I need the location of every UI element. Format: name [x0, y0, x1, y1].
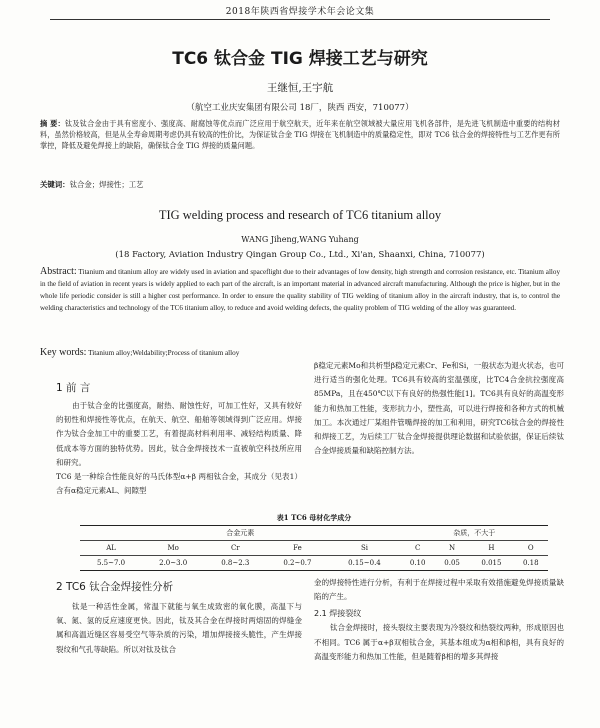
section-1-body-left: [56, 399, 302, 498]
table-header-row: [80, 541, 548, 556]
table-column-header: AL: [80, 541, 142, 556]
title-chinese: TC6 钛合金 TIG 焊接工艺与研究: [172, 49, 428, 69]
table-caption: 表1 TC6 母材化学成分: [276, 513, 352, 522]
paragraph: 钛是一种活性金属，常温下就能与氧生成致密的氧化膜，高温下与氧、氮、氢的反应速度更快。因此，钛及其合金在焊接时两熔固的焊缝金属和高温近缝区容易受空气等杂质的污染，增加焊接接头脆性，产生焊接裂纹和气孔等缺陷。所以对钛及钛合: [56, 602, 302, 654]
section-2-body-left: [56, 600, 302, 657]
section-1-body-right: [314, 359, 564, 458]
table-cell: 5.5~7.0: [80, 556, 142, 571]
keywords-english: [40, 347, 560, 358]
table-column-header: Cr: [204, 541, 266, 556]
authors-chinese: 王继恒,王宇航: [266, 82, 334, 94]
section-2-left-column: [56, 579, 302, 657]
table-cell: 0.015: [469, 556, 513, 571]
table: [80, 525, 548, 571]
running-header: 2018年陕西省焊接学术年会论文集: [50, 4, 550, 20]
abstract-label-cn: 摘 要：: [40, 119, 65, 128]
keywords-label-en: Key words:: [40, 347, 87, 358]
paragraph: TC6 是一种综合性能良好的马氏体型α+β 两相钛合金，其成分（见表1）含有α稳定元素AL、间隙型: [56, 472, 302, 496]
keywords-label-cn: 关键词：: [40, 180, 70, 189]
table-column-header: N: [435, 541, 469, 556]
paragraph: 由于钛合金的比强度高，耐热、耐蚀性好，可加工性好，又具有较好的韧性和焊接性等优点，在航天、航空、船舶等领域得到广泛应用。焊接作为钛合金加工中的重要工艺，有着提高材料利用率、减轻结构质量、降低成本等方面的独特优势。因此，钛合金焊接技术一直被航空科技所应用和研究。: [56, 401, 302, 467]
table-row: [80, 556, 548, 571]
table-cell: 0.2~0.7: [266, 556, 328, 571]
keywords-text-cn: 钛合金；焊接性；工艺: [69, 180, 144, 189]
table-cell: 0.15~0.4: [329, 556, 401, 571]
table-column-header: Mo: [142, 541, 204, 556]
section-1-left-column: [56, 380, 302, 498]
table-column-header: C: [400, 541, 434, 556]
section-1-right-column: [314, 359, 564, 458]
affiliation-english: (18 Factory, Aviation Industry Qingan Group Co., Ltd., Xi'an, Shaanxi, China, 710077): [115, 250, 485, 260]
paragraph: 金的焊接特性进行分析，有利于在焊接过程中采取有效措施避免焊接质量缺陷的产生。: [314, 578, 564, 602]
table-column-header: Si: [329, 541, 401, 556]
table-cell: 0.10: [400, 556, 434, 571]
table-group-header: 杂质，不大于: [453, 529, 496, 537]
keywords-chinese: [40, 179, 560, 190]
composition-table: [80, 513, 548, 571]
subsection-2-1-body: [314, 621, 564, 664]
authors-english: WANG Jiheng,WANG Yuhang: [241, 235, 359, 244]
paragraph: 钛合金焊接时，接头裂纹主要表现为冷裂纹和热裂纹两种，形成原因也不相同。TC6 属于α+β双相钛合金，其基本组成为α相和β相，具有良好的高温变形能力和热加工性能，但是随着β相的增多其焊接: [314, 623, 564, 661]
abstract-text-en: Titanium and titanium alloy are widely used in aviation and spaceflight due to their advantages of low density, high strength and corrosion resistance, etc. Titanium alloy in the field of aviation in recent years is widely applied to each part of the aircraft, is an important material in advanced aircraft manufacturing. Although the price is higher, but in the whole life periodic consider is still a higher cost performance. In order to ensure the quality stability of TIG welding of titanium alloy in the aircraft industry, that is, to control the welding characteristics and technology of the TC6 titanium alloy, to reduce and avoid welding defects, the quality problem of TIG welding of the alloy was guaranteed.: [40, 268, 560, 312]
table-cell: 0.05: [435, 556, 469, 571]
table-cell: 2.0~3.0: [142, 556, 204, 571]
table-cell: 0.18: [514, 556, 548, 571]
section-1-heading: 1 前 言: [56, 382, 91, 394]
abstract-text-cn: 钛及钛合金由于具有密度小、强度高、耐腐蚀等优点而广泛应用于航空航天，近年来在航空领域被大量应用飞机各部件，是先进飞机制造中重要的结构材料，虽然价格较高，但是从全寿命周期考虑仍具有较高的性价比，为保证钛合金 TIG 焊接在飞机制造中的质量稳定性，即对 TC6 钛合金的焊接特性与工艺作更有所掌控，降低及避免焊接上的缺陷，确保钛合金 TIG 焊接的质量问题。: [40, 119, 560, 150]
table-column-header: Fe: [266, 541, 328, 556]
abstract-chinese: [40, 118, 560, 151]
table-column-header: O: [514, 541, 548, 556]
title-english: TIG welding process and research of TC6 titanium alloy: [158, 208, 442, 222]
table-cell: 0.8~2.3: [204, 556, 266, 571]
section-2-body-right: [314, 576, 564, 604]
paragraph: β稳定元素Mo和共析型β稳定元素Cr、Fe和Si，一般状态为退火状态，也可进行适当的强化处理。TC6具有较高的室温强度，比TC4合金抗拉强度高85MPa，且在450℃以下有良好的热强性能[1]。TC6具有良好的高温变形能力和热加工性能，变形抗力小，塑性高，可以进行焊接和各种方式的机械加工。本次通过厂某组件管嘴焊接的加工和利用，研究TC6钛合金的焊接性和焊接工艺，为后续工厂钛合金焊接提供理论数据和试验依据，保证后续钛合金焊接质量和缺陷控制方法。: [314, 361, 564, 456]
section-2-right-column: [314, 576, 564, 664]
abstract-label-en: Abstract:: [40, 266, 77, 277]
keywords-text-en: Titanium alloy;Weldability;Process of titanium alloy: [88, 349, 240, 357]
affiliation-chinese: （航空工业庆安集团有限公司 18厂，陕西 西安，710077）: [186, 103, 414, 113]
abstract-english: [40, 266, 560, 314]
table-column-header: H: [469, 541, 513, 556]
section-2-heading: 2 TC6 钛合金焊接性分析: [56, 581, 174, 593]
subsection-2-1-heading: 2.1 焊接裂纹: [314, 609, 362, 619]
table-group-header: 合金元素: [226, 529, 255, 537]
